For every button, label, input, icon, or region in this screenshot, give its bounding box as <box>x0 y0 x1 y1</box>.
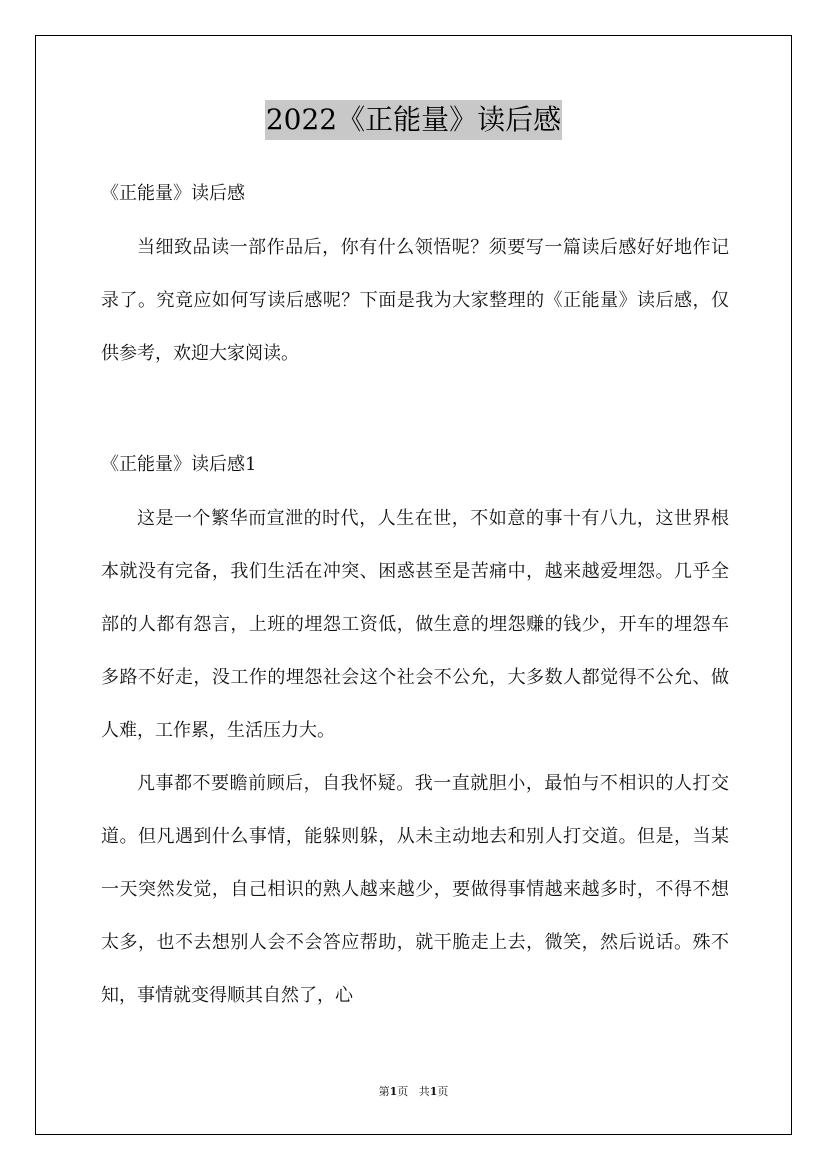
section1-paragraph-1: 这是一个繁华而宣泄的时代，人生在世，不如意的事十有八九，这世界根本就没有完备，我们生活在冲突、困惑甚至是苦痛中，越来越爱埋怨。几乎全部的人都有怨言，上班的埋怨工资低，做生意的埋怨赚的钱少，开车的埋怨车多路不好走，没工作的埋怨社会这个社会不公允，大多数人都觉得不公允、做人难，工作累，生活压力大。 <box>101 508 729 741</box>
title-container <box>0 100 827 140</box>
section1-heading: 《正能量》读后感1 <box>101 454 257 475</box>
footer-total-number: 1 <box>429 1085 438 1098</box>
document-title: 2022《正能量》读后感 <box>265 100 562 140</box>
footer-page-prefix: 第 <box>378 1085 390 1098</box>
intro-paragraph: 当细致品读一部作品后，你有什么领悟呢？须要写一篇读后感好好地作记录了。究竟应如何写读后感呢？下面是我为大家整理的《正能量》读后感，仅供参考，欢迎大家阅读。 <box>101 237 729 364</box>
footer-total-prefix: 共 <box>418 1085 430 1098</box>
footer-total-suffix: 页 <box>437 1085 449 1098</box>
intro-heading: 《正能量》读后感 <box>101 183 245 204</box>
section1-body <box>101 492 729 1022</box>
page-footer <box>0 1084 827 1100</box>
footer-page-suffix: 页 <box>397 1085 409 1098</box>
intro-section <box>101 221 729 380</box>
section1-paragraph-2: 凡事都不要瞻前顾后，自我怀疑。我一直就胆小，最怕与不相识的人打交道。但凡遇到什么事情，能躲则躲，从未主动地去和别人打交道。但是，当某一天突然发觉，自己相识的熟人越来越少，要做得事情越来越多时，不得不想太多，也不去想别人会不会答应帮助，就干脆走上去，微笑，然后说话。殊不知，事情就变得顺其自然了，心 <box>101 773 729 1006</box>
footer-page-number: 1 <box>389 1085 398 1098</box>
